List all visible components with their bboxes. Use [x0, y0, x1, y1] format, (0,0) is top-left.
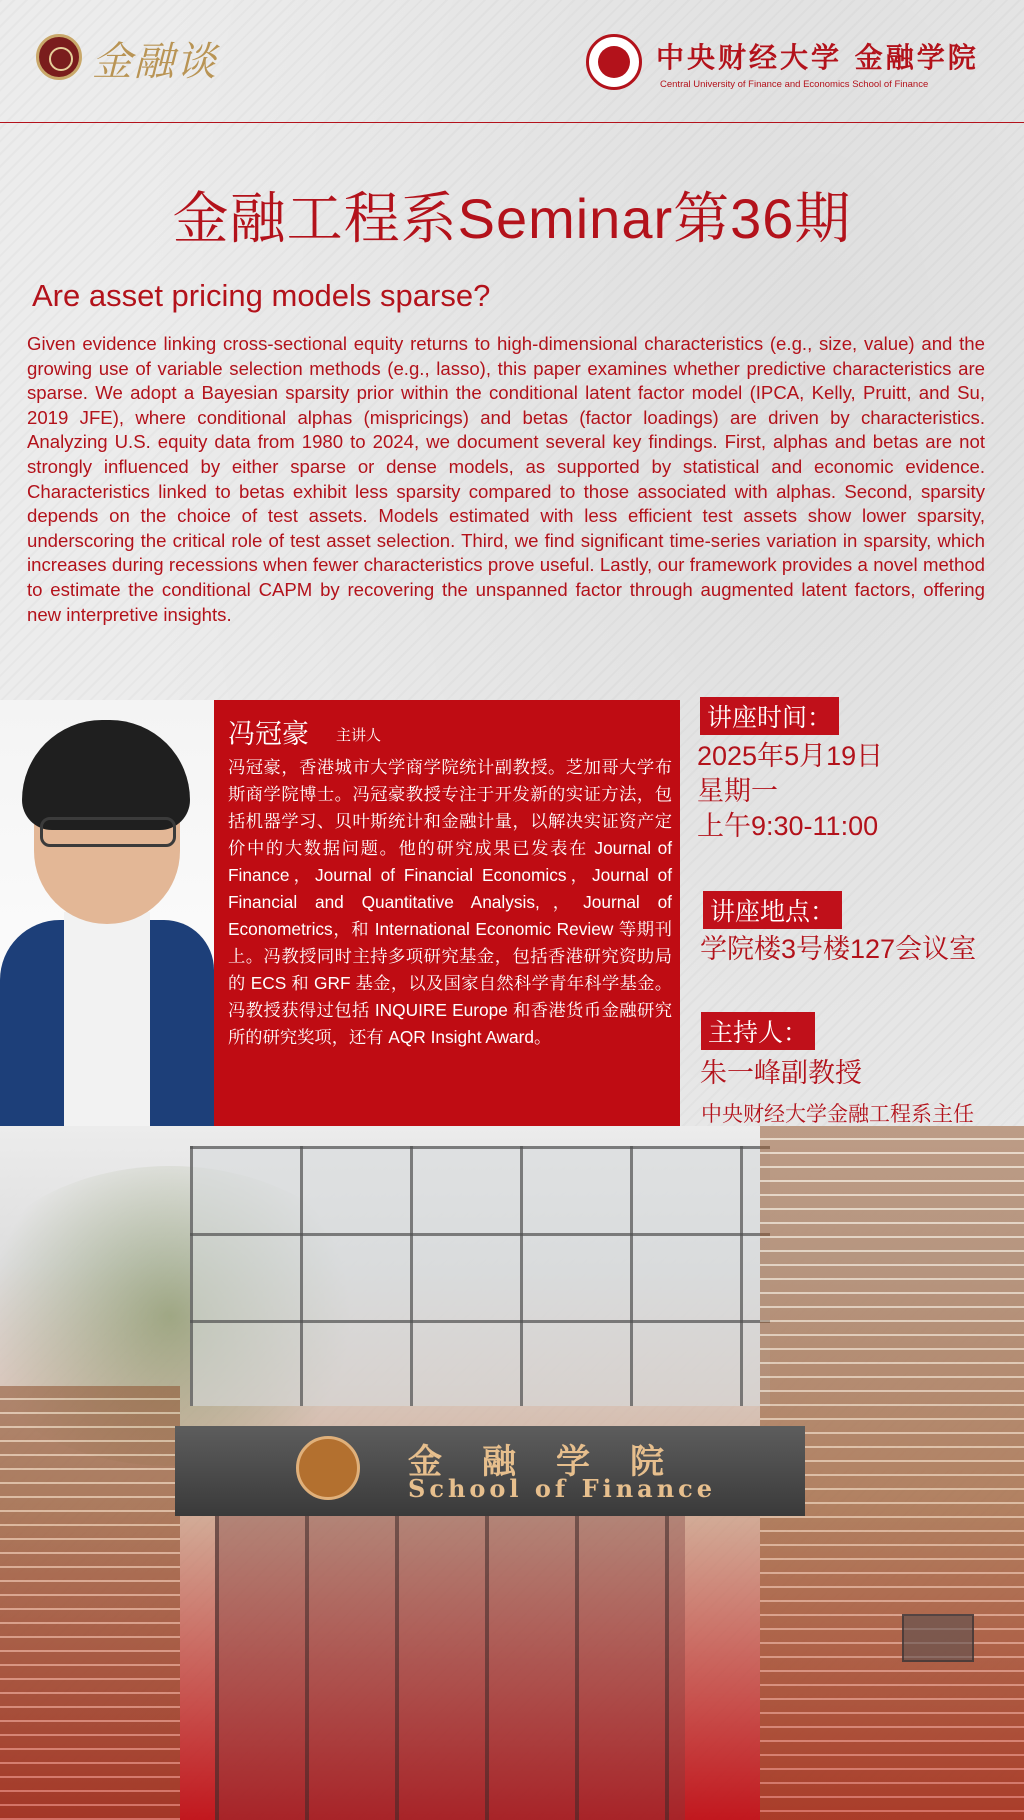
event-place: 学院楼3号楼127会议室 [700, 934, 977, 964]
speaker-role: 主讲人 [336, 727, 382, 744]
speaker-name: 冯冠豪 [228, 719, 309, 749]
host-label: 主持人： [701, 1012, 815, 1050]
school-building-photo [0, 1126, 1024, 1820]
poster-header [0, 0, 1024, 123]
glasses-icon [40, 817, 176, 847]
building-sign-cn: 金融学院 [408, 1442, 704, 1482]
time-label: 讲座时间： [700, 697, 839, 735]
jinrongtan-logo-icon [36, 34, 82, 80]
university-name-cn: 中央财经大学 金融学院 [656, 41, 979, 74]
event-time: 上午9:30-11:00 [697, 811, 879, 841]
cufe-seal-icon [586, 34, 642, 90]
place-label: 讲座地点： [703, 891, 842, 929]
paper-abstract: Given evidence linking cross-sectional equity returns to high-dimensional characteristics (e.g., size, value) and the growing use of variable selection methods (e.g., lasso), this paper examines whether predictive characteristics are sparse. We adopt a Bayesian sparsity prior within the conditional latent factor model (IPCA, Kelly, Pruitt, and Su, 2019 JFE), where conditional alphas (mispricings) and betas (factor loadings) are driven by characteristics. Analyzing U.S. equity data from 1980 to 2024, we document several key findings. First, alphas and betas are not strongly influenced by either sparse or dense models, as supported by statistical and economic evidence. Characteristics linked to betas exhibit less sparsity compared to those associated with alphas. Second, sparsity depends on the choice of test assets. Models estimated with less efficient test assets show lower sparsity, underscoring the critical role of test asset selection. Third, we find significant time-series variation in sparsity, which increases during recessions when fewer characteristics prove useful. Lastly, our framework provides a novel method to estimate the conditional CAPM by recovering the unspanned factor through augmented latent factors, offering new interpretive insights. [27, 333, 985, 625]
paper-title: Are asset pricing models sparse? [32, 278, 491, 313]
speaker-bio-panel [214, 700, 680, 1126]
event-weekday: 星期一 [697, 776, 778, 806]
university-name-en: Central University of Finance and Economics School of Finance [660, 79, 929, 90]
wall-plaque [902, 1614, 974, 1662]
speaker-bio: 冯冠豪，香港城市大学商学院统计副教授。芝加哥大学布斯商学院博士。冯冠豪教授专注于开发新的实证方法，包括机器学习、贝叶斯统计和金融计量，以解决实证资产定价中的大数据问题。他的研究成果已发表在 Journal of Finance，Journal of Financial Economics，Journal of Financial and Quantitative Analysis,，Journal of Econometrics，和 International Economic Review 等期刊上。冯教授同时主持多项研究基金，包括香港研究资助局的 ECS 和 GRF 基金，以及国家自然科学青年科学基金。冯教授获得过包括 INQUIRE Europe 和香港货币金融研究所的研究奖项，还有 AQR Insight Award。 [228, 757, 672, 1047]
building-seal-icon [296, 1436, 360, 1500]
event-date: 2025年5月19日 [697, 741, 884, 771]
building-sign-en: School of Finance [408, 1474, 717, 1503]
speaker-photo [0, 700, 214, 1126]
host-title: 中央财经大学金融工程系主任 [701, 1103, 974, 1126]
host-name: 朱一峰副教授 [700, 1058, 862, 1088]
jinrongtan-logo-text: 金融谈 [92, 39, 218, 85]
seminar-title: 金融工程系Seminar第36期 [172, 187, 852, 250]
